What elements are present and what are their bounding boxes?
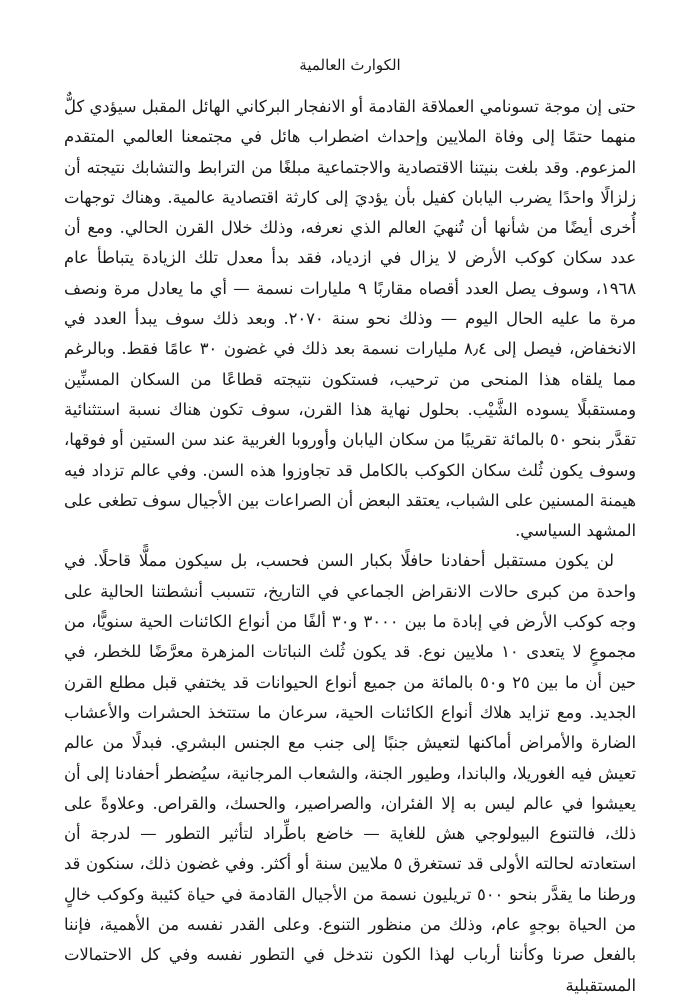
paragraph-1: حتى إن موجة تسونامي العملاقة القادمة أو الانفجار البركاني الهائل المقبل سيؤدي كلٌّ منهما حتمًا إلى وفاة الملايين وإحداث اضطراب هائل في مجتمعنا العالمي المتقدم المزعوم. وقد بلغت بنيتنا الاقتصادية والاجتماعية مبلغًا من الترابط والتشابك نتيجته أن زلزالًا واحدًا يضرب اليابان كفيل بأن يؤديَ إلى كارثة اقتصادية عالمية. وهناك توجهات أُخرى أيضًا من شأنها أن تُنهيَ العالم الذي نعرفه، وذلك خلال القرن الحالي. ومع أن عدد سكان كوكب الأرض لا يزال في ازدياد، فقد بدأ معدل تلك الزيادة يتباطأ عام ١٩٦٨، وسوف يصل العدد أقصاه مقاربًا ٩ مليارات نسمة — أي ما يعادل مرة ونصف مرة ما عليه الحال اليوم — وذلك نحو سنة ٢٠٧٠. وبعد ذلك سوف يبدأ العدد في الانخفاض، فيصل إلى ٨٫٤ مليارات نسمة بعد ذلك في غضون ٣٠ عامًا فقط. وبالرغم مما يلقاه هذا المنحى من ترحيب، فستكون نتيجته قطاعًا من السكان المسنِّين ومستقبلًا يسوده الشَّيْب. بحلول نهاية هذا القرن، سوف تكون هناك نسبة استثنائية تقدَّر بنحو ٥٠ بالمائة تقريبًا من سكان اليابان وأوروبا الغربية عند سن الستين أو فوقها، وسوف يكون ثُلث سكان الكوكب بالكامل قد تجاوزوا هذه السن. وفي عالم تزداد فيه هيمنة المسنين على الشباب، يعتقد البعض أن الصراعات بين الأجيال سوف تطغى على المشهد السياسي. (64, 97, 637, 541)
paragraph-2: لن يكون مستقبل أحفادنا حافلًا بكبار السن فحسب، بل سيكون مملًّا قاحلًا. في واحدة من كبرى حالات الانقراض الجماعي في التاريخ، تتسبب أنشطتنا الحالية على وجه كوكب الأرض في إبادة ما بين ٣٠٠٠ و٣٠ ألفًا من أنواع الكائنات الحية سنويًّا، من مجموعٍ لا يتعدى ١٠ ملايين نوع. قد يكون ثُلث النباتات المزهرة معرَّضًا للخطر، في حين أن ما بين ٢٥ و٥٠ بالمائة من جميع أنواع الحيوانات قد يختفي قبل مطلع القرن الجديد. ومع تزايد هلاك أنواع الكائنات الحية، سرعان ما ستتخذ الحشرات والأعشاب الضارة والأمراض أماكنها لتعيش جنبًا إلى جنب مع الجنس البشري. فبدلًا من عالم تعيش فيه الغوريلا، والباندا، وطيور الجنة، والشعاب المرجانية، سيُضطر أحفادنا إلى أن يعيشوا في عالم ليس به إلا الفئران، والصراصير، والحسك، والقراص. وعلاوةً على ذلك، فالتنوع البيولوجي هش للغاية — خاضع باطِّراد لتأثير التطور — لدرجة أن استعادته لحالته الأولى قد تستغرق ٥ ملايين سنة أو أكثر. وفي غضون ذلك، سنكون قد ورطنا ما يقدَّر بنحو ٥٠٠ تريليون نسمة من الأجيال القادمة في حياة كئيبة وكوكب خالٍ من الحياة بوجهٍ عام، وذلك من منظور التنوع. وعلى القدر نفسه من الأهمية، فإننا بالفعل صرنا وكأننا أرباب لهذا الكون نتدخل في التطور نفسه وفي كل الاحتمالات المستقبلية (64, 551, 637, 995)
running-header: الكوارث العالمية (299, 56, 401, 74)
body-text (64, 92, 636, 1001)
